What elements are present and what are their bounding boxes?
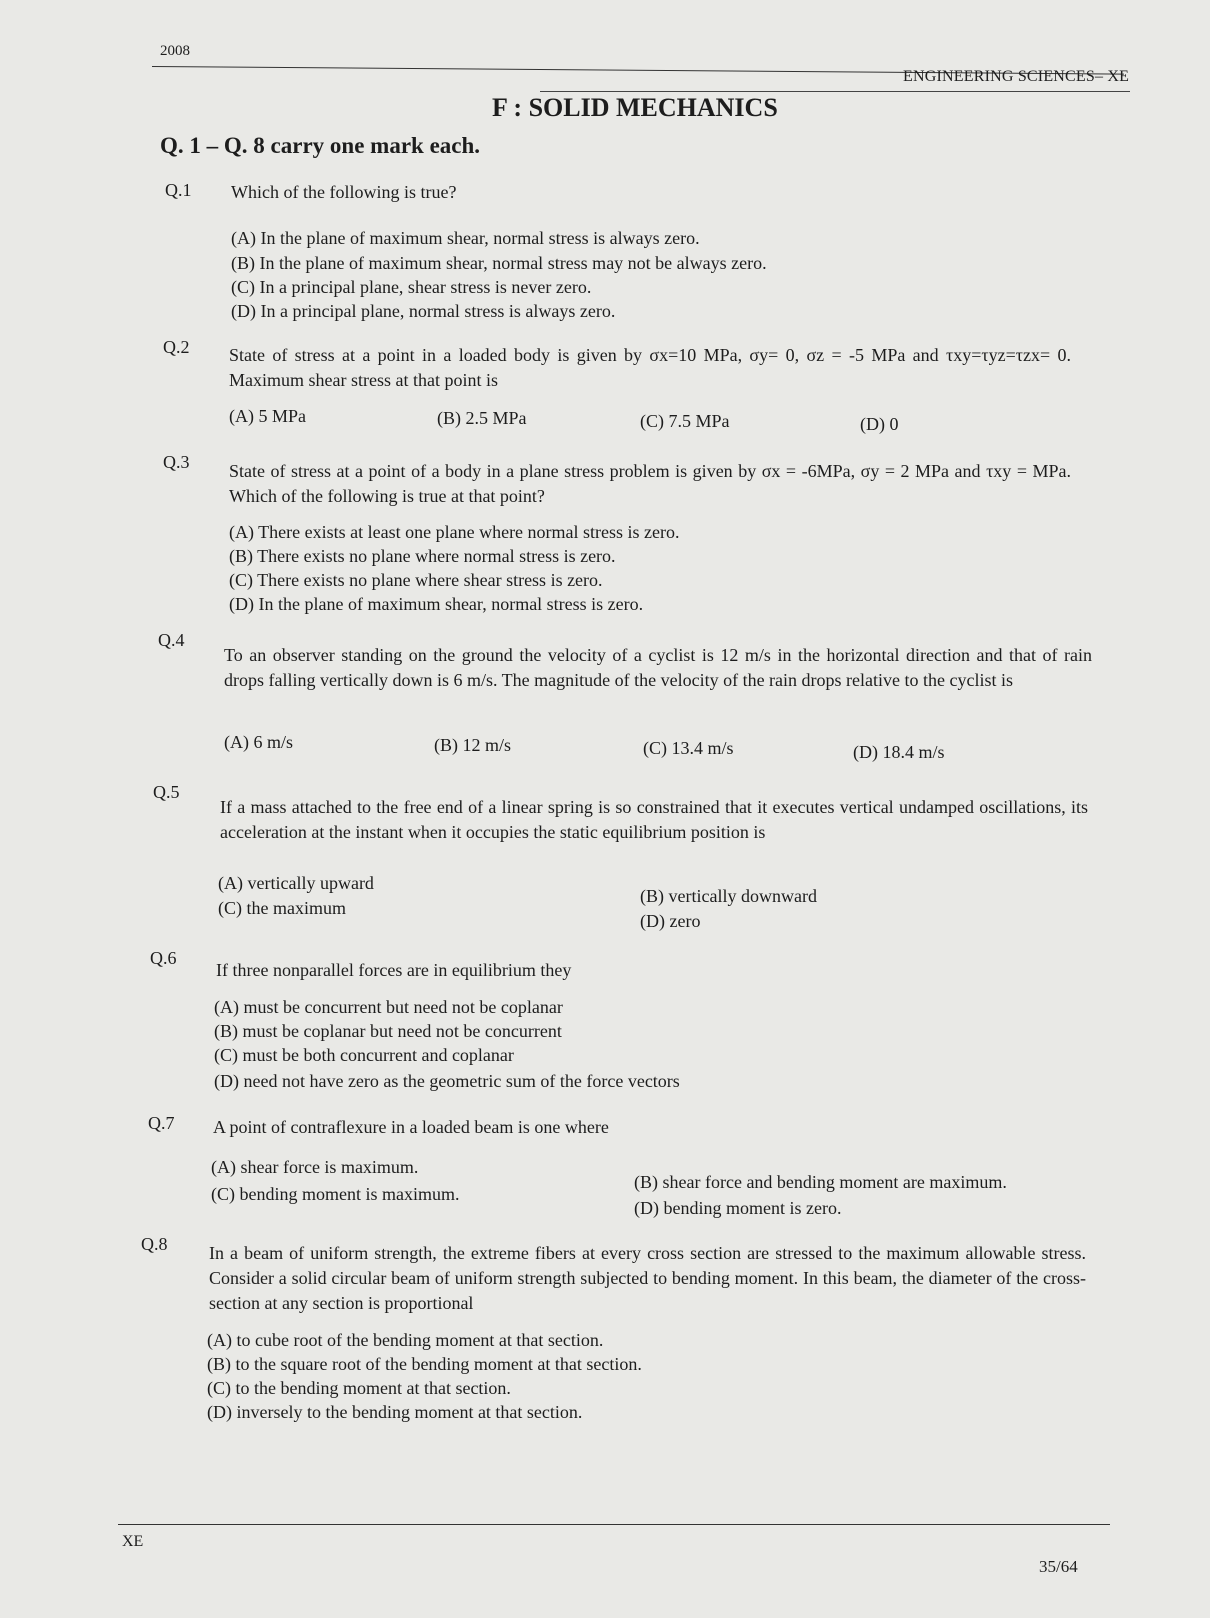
option: (B) There exists no plane where normal stress is zero. bbox=[229, 546, 616, 566]
page-title: F : SOLID MECHANICS bbox=[492, 93, 778, 122]
option: (A) shear force is maximum. bbox=[211, 1157, 419, 1177]
option: (C) In a principal plane, shear stress is never zero. bbox=[231, 277, 592, 297]
option: (C) must be both concurrent and coplanar bbox=[214, 1045, 514, 1065]
option: (A) to cube root of the bending moment at that section. bbox=[207, 1330, 604, 1350]
option: (D) 18.4 m/s bbox=[853, 742, 945, 762]
option: (A) 6 m/s bbox=[224, 732, 293, 752]
question-text: If a mass attached to the free end of a linear spring is so constrained that it executes vertical undamped oscillations, its acceleration at the instant when it occupies the static equilibrium position is bbox=[220, 797, 1088, 842]
question-number: Q.7 bbox=[148, 1113, 175, 1133]
option: (D) In a principal plane, normal stress is always zero. bbox=[231, 301, 616, 321]
instruction: Q. 1 – Q. 8 carry one mark each. bbox=[160, 133, 481, 158]
question-number: Q.5 bbox=[153, 782, 180, 802]
question-number: Q.6 bbox=[150, 948, 177, 968]
paper-code: XE bbox=[122, 1533, 144, 1550]
option: (A) There exists at least one plane where normal stress is zero. bbox=[229, 522, 680, 542]
option: (D) need not have zero as the geometric sum of the force vectors bbox=[214, 1071, 680, 1091]
question-text: Which of the following is true? bbox=[231, 182, 457, 202]
option: (B) to the square root of the bending moment at that section. bbox=[207, 1354, 642, 1374]
question-text: State of stress at a point in a loaded body is given by σx=10 MPa, σy= 0, σz = -5 MPa and τxy=τyz=τzx= 0. Maximum shear stress at that point is bbox=[229, 345, 1071, 390]
option: (C) 7.5 MPa bbox=[640, 411, 730, 431]
section-label: ENGINEERING SCIENCES– XE bbox=[903, 68, 1130, 85]
question-text: To an observer standing on the ground the velocity of a cyclist is 12 m/s in the horizontal direction and that of rain drops falling vertically down is 6 m/s. The magnitude of the velocity of the rain drops relative to the cyclist is bbox=[224, 645, 1092, 690]
option: (B) 12 m/s bbox=[434, 735, 512, 755]
option: (C) 13.4 m/s bbox=[643, 738, 734, 758]
option: (B) vertically downward bbox=[640, 886, 817, 906]
option: (A) In the plane of maximum shear, normal stress is always zero. bbox=[231, 228, 700, 248]
question-number: Q.2 bbox=[163, 337, 190, 357]
option: (A) must be concurrent but need not be coplanar bbox=[214, 997, 563, 1017]
option: (D) In the plane of maximum shear, normal stress is zero. bbox=[229, 594, 644, 614]
option: (C) to the bending moment at that section. bbox=[207, 1378, 511, 1398]
year-label: 2008 bbox=[160, 43, 190, 59]
header-rule bbox=[540, 91, 1130, 92]
option: (A) vertically upward bbox=[218, 873, 374, 893]
option: (C) There exists no plane where shear stress is zero. bbox=[229, 570, 603, 590]
option: (D) bending moment is zero. bbox=[634, 1198, 842, 1218]
question-text: In a beam of uniform strength, the extreme fibers at every cross section are stressed to the maximum allowable stress. Consider a solid circular beam of uniform strength subjected to bending moment. In this beam, the diameter of the cross-section at any section is proportional bbox=[209, 1243, 1086, 1313]
option: (D) 0 bbox=[860, 414, 899, 434]
option: (C) bending moment is maximum. bbox=[211, 1184, 460, 1204]
question-number: Q.8 bbox=[141, 1234, 168, 1254]
question-text: A point of contraflexure in a loaded beam is one where bbox=[213, 1117, 609, 1137]
option: (B) In the plane of maximum shear, normal stress may not be always zero. bbox=[231, 253, 767, 273]
option: (B) 2.5 MPa bbox=[437, 408, 527, 428]
option: (D) zero bbox=[640, 911, 701, 931]
question-number: Q.4 bbox=[158, 630, 185, 650]
option: (A) 5 MPa bbox=[229, 406, 306, 426]
question-text: If three nonparallel forces are in equilibrium they bbox=[216, 960, 572, 980]
option: (B) shear force and bending moment are maximum. bbox=[634, 1172, 1007, 1192]
question-number: Q.1 bbox=[165, 180, 192, 200]
option: (B) must be coplanar but need not be concurrent bbox=[214, 1021, 562, 1041]
option: (C) the maximum bbox=[218, 898, 346, 918]
question-text: State of stress at a point of a body in a plane stress problem is given by σx = -6MPa, σy = 2 MPa and τxy = MPa. Which of the following is true at that point? bbox=[229, 461, 1071, 506]
option: (D) inversely to the bending moment at that section. bbox=[207, 1402, 583, 1422]
question-number: Q.3 bbox=[163, 452, 190, 472]
footer-rule bbox=[118, 1524, 1110, 1525]
page-number: 35/64 bbox=[1039, 1557, 1078, 1576]
